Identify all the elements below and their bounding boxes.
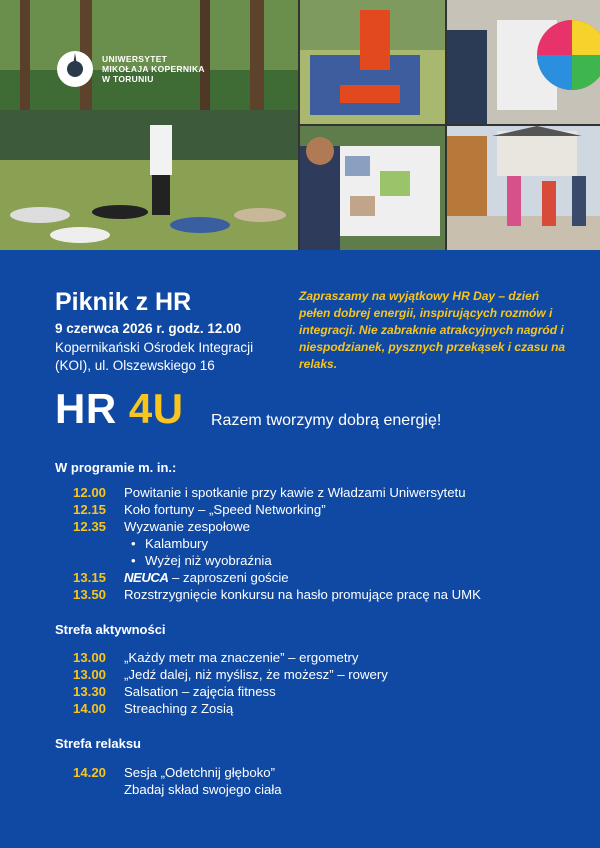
event-title: Piknik z HR xyxy=(55,288,192,316)
photo-poster-board xyxy=(300,126,445,250)
list-item: 13.50 Rozstrzygnięcie konkursu na hasło promujące pracę na UMK xyxy=(73,587,481,602)
photo-first-aid xyxy=(300,0,445,124)
list-item: 12.35 Wyzwanie zespołowe xyxy=(73,519,250,534)
event-place: Kopernikański Ośrodek Integracji (KOI), ul. Olszewskiego 16 xyxy=(55,340,254,373)
umk-logo-text: UNIWERSYTET MIKOŁAJA KOPERNIKA W TORUNIU xyxy=(102,54,205,84)
slogan: Razem tworzymy dobrą energię! xyxy=(211,412,442,429)
photo-crowd xyxy=(447,126,600,250)
list-item: 13.30 Salsation – zajęcia fitness xyxy=(73,684,276,699)
bullet-item: • Kalambury xyxy=(131,536,209,551)
relax-heading: Strefa relaksu xyxy=(55,736,141,751)
hr4u-brand: HR 4U xyxy=(55,385,184,432)
umk-logo xyxy=(56,50,205,88)
list-item: 12.00 Powitanie i spotkanie przy kawie z Władzami Uniwersytetu xyxy=(73,485,466,500)
list-item: 13.00 „Jedź dalej, niż myślisz, że możesz” – rowery xyxy=(73,667,388,682)
list-item: 13.00 „Każdy metr ma znaczenie” – ergometry xyxy=(73,650,359,665)
content-panel xyxy=(0,250,600,848)
bullet-item: • Wyżej niż wyobraźnia xyxy=(131,553,272,568)
program-list xyxy=(73,484,573,603)
list-item: 14.20 Sesja „Odetchnij głęboko” xyxy=(73,765,276,780)
photo-wheel-of-fortune xyxy=(447,0,600,124)
list-item: 13.15 NEUCA – zaproszeni goście xyxy=(73,570,289,585)
umk-logo-icon xyxy=(56,50,94,88)
photo-collage xyxy=(0,0,600,250)
list-item: 12.15 Koło fortuny – „Speed Networking” xyxy=(73,502,326,517)
activity-list xyxy=(73,649,573,717)
list-item: Zbadaj skład swojego ciała xyxy=(124,782,282,797)
list-item: 14.00 Streaching z Zosią xyxy=(73,701,234,716)
relax-list xyxy=(73,764,573,798)
neuca-logo: NEUCA xyxy=(124,570,169,585)
program-heading: W programie m. in.: xyxy=(55,460,177,475)
event-date: 9 czerwca 2026 r. godz. 12.00 xyxy=(55,321,242,336)
activity-heading: Strefa aktywności xyxy=(55,622,166,637)
photo-lawn-exercise xyxy=(0,0,298,250)
invitation-text: Zapraszamy na wyjątkowy HR Day – dzień pełen dobrej energii, inspirujących rozmów i integracji. Nie zabraknie atrakcyjnych nagród i niespodzianek, pysznych przekąsek i czasu na relaks. xyxy=(299,289,566,371)
